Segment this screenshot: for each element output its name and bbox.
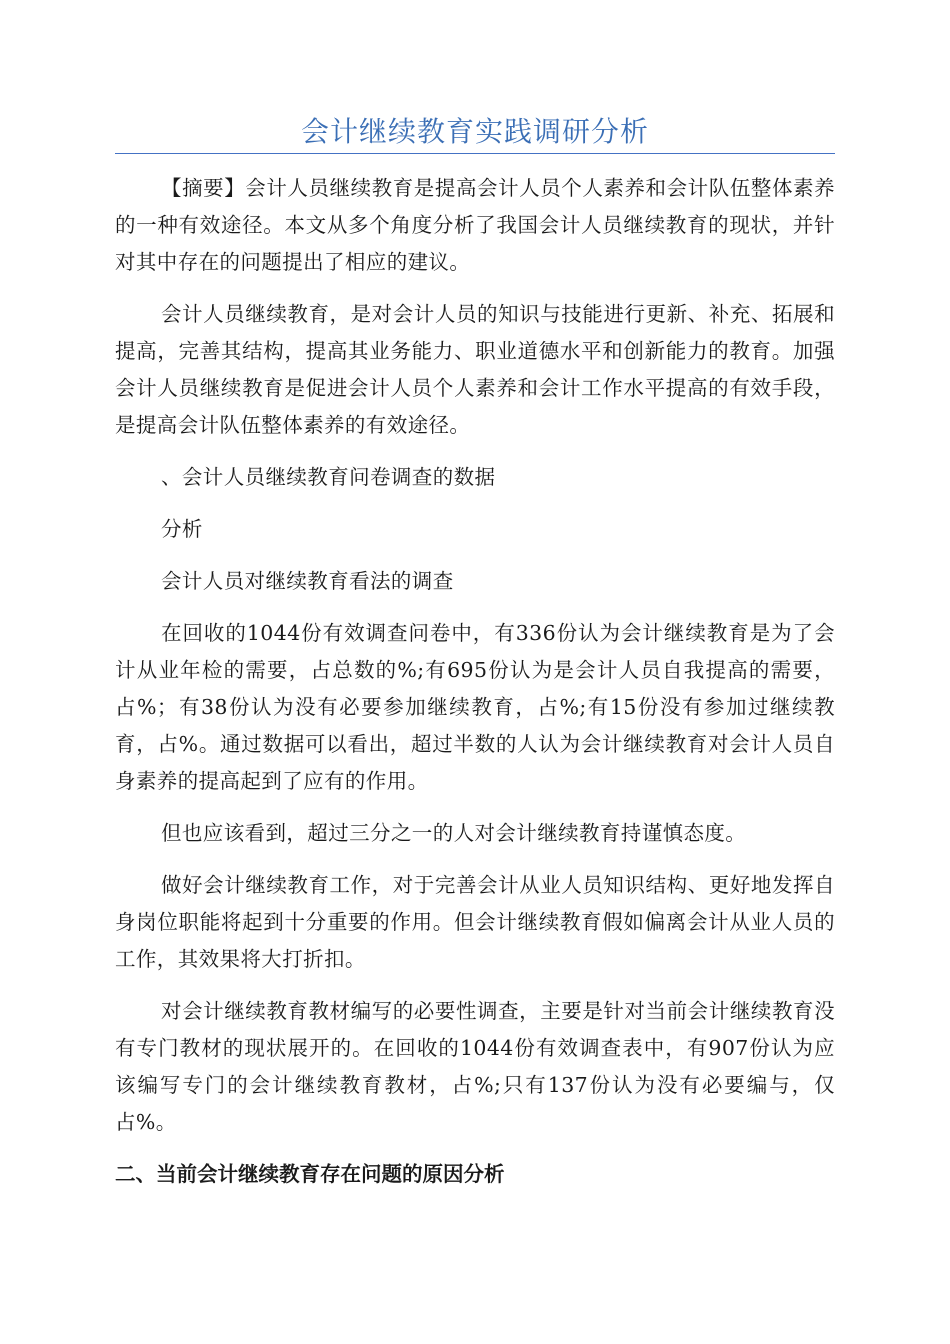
document-title: 会计继续教育实践调研分析 [300,115,649,148]
caution-paragraph: 但也应该看到，超过三分之一的人对会计继续教育持谨慎态度。 [161,821,747,845]
survey-section-line: 、会计人员继续教育问卷调查的数据 [161,465,496,489]
intro-paragraph: 会计人员继续教育，是对会计人员的知识与技能进行更新、补充、拓展和提高，完善其结构，提高其业务能力、职业道德水平和创新能力的教育。加强会计人员继续教育是促进会计人员个人素养和会计工作水平提高的有效手段，是提高会计队伍整体素养的有效途径。 [115,302,835,437]
textbook-survey-paragraph: 对会计继续教育教材编写的必要性调查，主要是针对当前会计继续教育没有专门教材的现状展开的。在回收的1044份有效调查表中，有907份认为应该编写专门的会计继续教育教材，占%;只有137份认为没有必要编与，仅占%。 [115,999,835,1134]
document-body [115,170,835,1193]
survey-section-line-2: 分析 [161,517,203,541]
survey-results-paragraph: 在回收的1044份有效调查问卷中，有336份认为会计继续教育是为了会计从业年检的需要，占总数的%;有695份认为是会计人员自我提高的需要，占%；有38份认为没有必要参加继续教育，占%;有15份没有参加过继续教育，占%。通过数据可以看出，超过半数的人认为会计继续教育对会计人员自身素养的提高起到了应有的作用。 [115,621,835,793]
abstract-paragraph: 【摘要】会计人员继续教育是提高会计人员个人素养和会计队伍整体素养的一种有效途径。本文从多个角度分析了我国会计人员继续教育的现状，并针对其中存在的问题提出了相应的建议。 [115,176,835,274]
subsection-heading: 会计人员对继续教育看法的调查 [161,569,454,593]
section-two-heading: 二、当前会计继续教育存在问题的原因分析 [115,1162,505,1186]
title-underline [115,153,835,154]
importance-paragraph: 做好会计继续教育工作，对于完善会计从业人员知识结构、更好地发挥自身岗位职能将起到十分重要的作用。但会计继续教育假如偏离会计从业人员的工作，其效果将大打折扣。 [115,873,835,971]
